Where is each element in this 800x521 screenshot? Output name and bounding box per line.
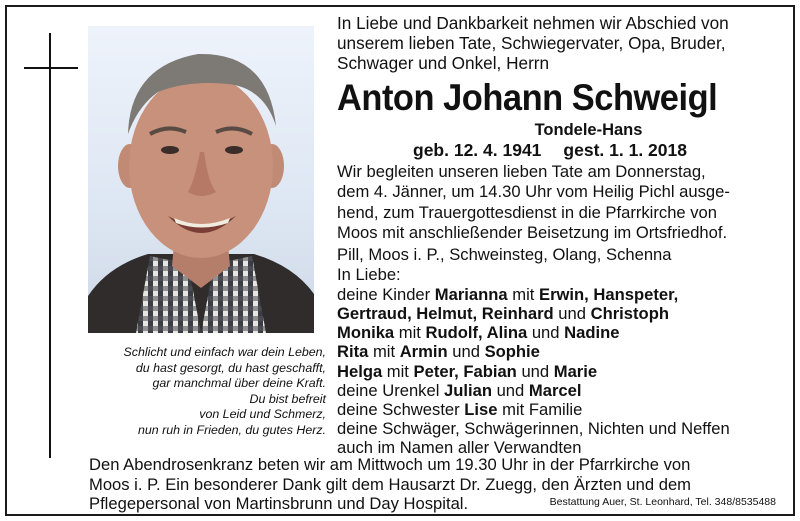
funeral-info bbox=[337, 162, 780, 243]
life-dates bbox=[413, 140, 780, 161]
poem-line: Schlicht und einfach war dein Leben, bbox=[123, 345, 326, 359]
intro-text bbox=[337, 13, 780, 73]
intro-line: Schwager und Onkel, Herrn bbox=[337, 53, 550, 73]
cross-vertical-bar bbox=[49, 33, 51, 458]
memorial-poem bbox=[76, 345, 326, 438]
notice-text-column bbox=[337, 13, 780, 458]
poem-line: von Leid und Schmerz, bbox=[199, 407, 326, 421]
funeral-home-credit: Bestattung Auer, St. Leonhard, Tel. 348/8535488 bbox=[549, 496, 776, 508]
poem-line: gar manchmal über deine Kraft. bbox=[152, 376, 326, 390]
family-places: Pill, Moos i. P., Schweinsteg, Olang, Schenna bbox=[337, 245, 672, 265]
deceased-name: Anton Johann Schweigl bbox=[337, 77, 718, 118]
birth-date: geb. 12. 4. 1941 bbox=[413, 140, 542, 160]
mourners-line: deine Schwäger, Schwägerinnen, Nichten und Neffen bbox=[337, 419, 730, 439]
mourners-line: Gertraud, Helmut, Reinhard und Christoph bbox=[337, 303, 669, 323]
mourners-line: auch im Namen aller Verwandten bbox=[337, 438, 582, 458]
mourners-line: Monika mit Rudolf, Alina und Nadine bbox=[337, 323, 620, 343]
funeral-line: Moos mit anschließender Beisetzung im Ortsfriedhof. bbox=[337, 222, 728, 242]
funeral-line: dem 4. Jänner, um 14.30 Uhr vom Heilig Pichl ausge- bbox=[337, 182, 730, 202]
poem-line: Du bist befreit bbox=[249, 391, 326, 406]
cross-horizontal-bar bbox=[24, 67, 78, 69]
mourners-line: deine Urenkel Julian und Marcel bbox=[337, 380, 582, 400]
mourners-line: deine Kinder Marianna mit Erwin, Hanspeter, bbox=[337, 284, 679, 304]
deceased-nickname: Tondele-Hans bbox=[534, 121, 643, 139]
mourners-heading: In Liebe: bbox=[337, 265, 401, 285]
bottom-line: Moos i. P. Ein besonderer Dank gilt dem Hausarzt Dr. Zuegg, den Ärzten und dem bbox=[89, 474, 691, 494]
poem-line: nun ruh in Frieden, du gutes Herz. bbox=[137, 422, 326, 437]
portrait-illustration bbox=[88, 26, 314, 333]
portrait-photo bbox=[88, 26, 314, 333]
funeral-line: Wir begleiten unseren lieben Tate am Donnerstag, bbox=[337, 162, 706, 181]
intro-line: unserem lieben Tate, Schwiegervater, Opa, Bruder, bbox=[337, 33, 726, 53]
funeral-line: hend, zum Trauergottesdienst in die Pfarrkirche von bbox=[337, 202, 718, 222]
poem-line: du hast gesorgt, du hast geschafft, bbox=[135, 360, 326, 375]
mourners-line: Rita mit Armin und Sophie bbox=[337, 342, 540, 362]
bottom-line: Pflegepersonal von Martinsbrunn und Day Hospital. bbox=[89, 494, 469, 513]
mourners-line: Helga mit Peter, Fabian und Marie bbox=[337, 361, 598, 381]
death-date: gest. 1. 1. 2018 bbox=[563, 140, 687, 160]
bottom-line: Den Abendrosenkranz beten wir am Mittwoch um 19.30 Uhr in der Pfarrkirche von bbox=[89, 455, 691, 474]
intro-line: In Liebe und Dankbarkeit nehmen wir Abschied von bbox=[337, 13, 729, 33]
mourners-line: deine Schwester Lise mit Familie bbox=[337, 399, 583, 419]
mourners-list bbox=[337, 265, 780, 457]
